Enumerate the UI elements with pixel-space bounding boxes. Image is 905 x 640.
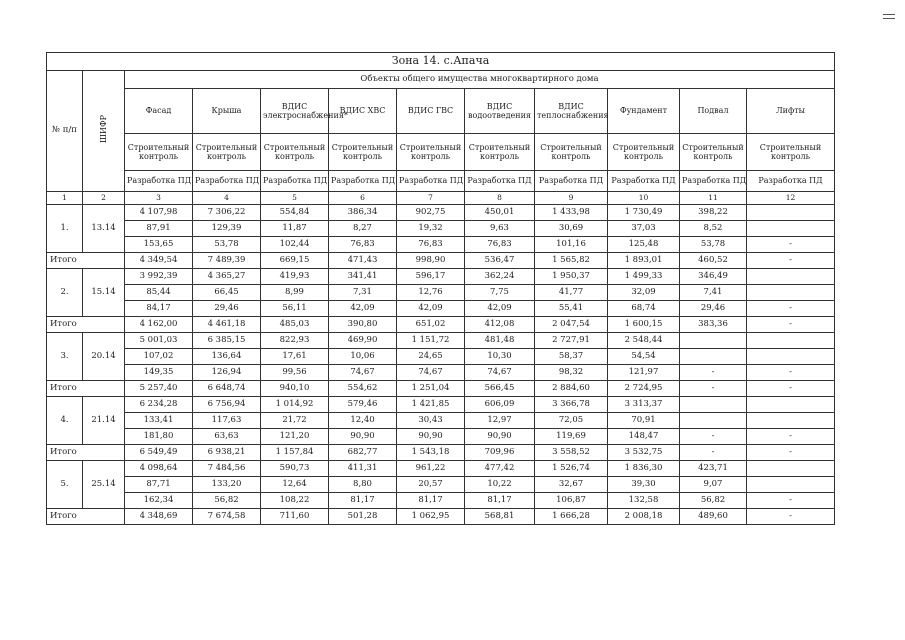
total-cell: 4 348,69 <box>125 509 193 525</box>
total-cell: 489,60 <box>680 509 747 525</box>
value-cell: 386,34 <box>329 205 397 221</box>
razrab-pd-cell: Разработка ПД <box>125 171 193 192</box>
value-cell: 12,97 <box>465 413 535 429</box>
total-cell: 460,52 <box>680 253 747 269</box>
value-cell: 10,22 <box>465 477 535 493</box>
razrab-pd-cell: Разработка ПД <box>193 171 261 192</box>
row-num: 3. <box>47 333 83 381</box>
value-cell: 53,78 <box>680 237 747 253</box>
row-code: 15.14 <box>83 269 125 317</box>
table-row <box>47 461 835 477</box>
value-cell: 53,78 <box>193 237 261 253</box>
value-cell: 72,05 <box>535 413 608 429</box>
value-cell: 37,03 <box>608 221 680 237</box>
row-code: 20.14 <box>83 333 125 381</box>
value-cell: 133,41 <box>125 413 193 429</box>
value-cell: 12,64 <box>261 477 329 493</box>
value-cell: 1 950,37 <box>535 269 608 285</box>
razrab-pd-cell: Разработка ПД <box>329 171 397 192</box>
total-cell: 4 162,00 <box>125 317 193 333</box>
value-cell: 10,06 <box>329 349 397 365</box>
value-cell: 81,17 <box>397 493 465 509</box>
value-cell: 76,83 <box>329 237 397 253</box>
value-cell <box>747 477 835 493</box>
value-cell: 21,72 <box>261 413 329 429</box>
value-cell <box>747 461 835 477</box>
value-cell: 90,90 <box>329 429 397 445</box>
value-cell: 7 484,56 <box>193 461 261 477</box>
value-cell: 81,17 <box>329 493 397 509</box>
value-cell: 4 365,27 <box>193 269 261 285</box>
value-cell: 153,65 <box>125 237 193 253</box>
value-cell: 11,87 <box>261 221 329 237</box>
total-cell: - <box>747 445 835 461</box>
value-cell: 1 151,72 <box>397 333 465 349</box>
value-cell: 58,37 <box>535 349 608 365</box>
column-header: ВДИС электроснабжения* <box>261 89 329 134</box>
value-cell: 341,41 <box>329 269 397 285</box>
total-cell: 1 600,15 <box>608 317 680 333</box>
value-cell: 42,09 <box>329 301 397 317</box>
value-cell: 56,11 <box>261 301 329 317</box>
value-cell: 9,07 <box>680 477 747 493</box>
value-cell: 6 756,94 <box>193 397 261 413</box>
total-cell: - <box>747 253 835 269</box>
column-header: Фасад <box>125 89 193 134</box>
value-cell: 24,65 <box>397 349 465 365</box>
value-cell: 149,35 <box>125 365 193 381</box>
value-cell: 30,69 <box>535 221 608 237</box>
value-cell: 126,94 <box>193 365 261 381</box>
value-cell: 902,75 <box>397 205 465 221</box>
razrab-pd-cell: Разработка ПД <box>747 171 835 192</box>
value-cell: 121,20 <box>261 429 329 445</box>
value-cell: 4 098,64 <box>125 461 193 477</box>
value-cell: 99,56 <box>261 365 329 381</box>
value-cell <box>747 413 835 429</box>
value-cell: 3 313,37 <box>608 397 680 413</box>
value-cell: 68,74 <box>608 301 680 317</box>
total-cell: 390,80 <box>329 317 397 333</box>
value-cell <box>680 397 747 413</box>
header-num: № п/п <box>47 71 83 192</box>
value-cell: 606,09 <box>465 397 535 413</box>
total-row <box>47 253 835 269</box>
total-label: Итого <box>47 509 125 525</box>
total-cell: - <box>747 509 835 525</box>
total-cell: 1 251,04 <box>397 381 465 397</box>
total-cell: 412,08 <box>465 317 535 333</box>
value-cell: - <box>747 429 835 445</box>
value-cell: 136,64 <box>193 349 261 365</box>
value-cell: 1 836,30 <box>608 461 680 477</box>
total-row <box>47 317 835 333</box>
value-cell: 87,91 <box>125 221 193 237</box>
table-row <box>47 237 835 253</box>
value-cell: 9,63 <box>465 221 535 237</box>
value-cell: 30,43 <box>397 413 465 429</box>
total-cell: 485,03 <box>261 317 329 333</box>
column-number: 2 <box>83 192 125 205</box>
column-number: 9 <box>535 192 608 205</box>
column-header: ВДИС ХВС <box>329 89 397 134</box>
total-cell: 4 461,18 <box>193 317 261 333</box>
value-cell: 74,67 <box>465 365 535 381</box>
value-cell: 41,77 <box>535 285 608 301</box>
total-cell: 383,36 <box>680 317 747 333</box>
total-cell: - <box>747 381 835 397</box>
row-code: 21.14 <box>83 397 125 445</box>
total-label: Итого <box>47 381 125 397</box>
value-cell: 66,45 <box>193 285 261 301</box>
value-cell: 70,91 <box>608 413 680 429</box>
total-cell: 501,28 <box>329 509 397 525</box>
value-cell: 12,76 <box>397 285 465 301</box>
value-cell: 596,17 <box>397 269 465 285</box>
value-cell: 98,32 <box>535 365 608 381</box>
value-cell <box>747 205 835 221</box>
value-cell: 8,27 <box>329 221 397 237</box>
value-cell <box>747 333 835 349</box>
column-number: 10 <box>608 192 680 205</box>
table-row <box>47 477 835 493</box>
value-cell: 3 992,39 <box>125 269 193 285</box>
value-cell <box>747 397 835 413</box>
column-header: ВДИС ГВС <box>397 89 465 134</box>
value-cell: 84,17 <box>125 301 193 317</box>
total-cell: 1 565,82 <box>535 253 608 269</box>
total-cell: 1 893,01 <box>608 253 680 269</box>
total-cell: 7 489,39 <box>193 253 261 269</box>
total-cell: 536,47 <box>465 253 535 269</box>
total-cell: 471,43 <box>329 253 397 269</box>
value-cell: 1 499,33 <box>608 269 680 285</box>
value-cell: - <box>747 365 835 381</box>
table-row <box>47 269 835 285</box>
table-row <box>47 333 835 349</box>
value-cell: 6 385,15 <box>193 333 261 349</box>
total-cell: 2 008,18 <box>608 509 680 525</box>
value-cell: 4 107,98 <box>125 205 193 221</box>
value-cell: 56,82 <box>680 493 747 509</box>
value-cell: 398,22 <box>680 205 747 221</box>
value-cell <box>680 413 747 429</box>
value-cell: 7,41 <box>680 285 747 301</box>
value-cell: 108,22 <box>261 493 329 509</box>
value-cell: 55,41 <box>535 301 608 317</box>
total-cell: 669,15 <box>261 253 329 269</box>
value-cell: 121,97 <box>608 365 680 381</box>
column-number: 4 <box>193 192 261 205</box>
value-cell: - <box>747 237 835 253</box>
value-cell: 6 234,28 <box>125 397 193 413</box>
column-header: Фундамент <box>608 89 680 134</box>
total-label: Итого <box>47 317 125 333</box>
value-cell: 102,44 <box>261 237 329 253</box>
total-cell: 709,96 <box>465 445 535 461</box>
value-cell: 74,67 <box>329 365 397 381</box>
total-cell: 3 558,52 <box>535 445 608 461</box>
value-cell: 76,83 <box>397 237 465 253</box>
value-cell: 7,75 <box>465 285 535 301</box>
value-cell: 81,17 <box>465 493 535 509</box>
stroi-kontrol-cell: Строительный контроль <box>465 134 535 171</box>
column-number: 6 <box>329 192 397 205</box>
value-cell: 107,02 <box>125 349 193 365</box>
document-page <box>46 52 834 525</box>
value-cell: 76,83 <box>465 237 535 253</box>
value-cell: 63,63 <box>193 429 261 445</box>
total-cell: 2 047,54 <box>535 317 608 333</box>
value-cell: 2 548,44 <box>608 333 680 349</box>
column-header: Крыша <box>193 89 261 134</box>
value-cell: 29,46 <box>680 301 747 317</box>
value-cell: 148,47 <box>608 429 680 445</box>
stroi-kontrol-cell: Строительный контроль <box>397 134 465 171</box>
stroi-kontrol-cell: Строительный контроль <box>535 134 608 171</box>
value-cell: 961,22 <box>397 461 465 477</box>
value-cell: 590,73 <box>261 461 329 477</box>
value-cell <box>680 333 747 349</box>
row-code: 25.14 <box>83 461 125 509</box>
total-cell: 998,90 <box>397 253 465 269</box>
value-cell: 119,69 <box>535 429 608 445</box>
razrab-pd-cell: Разработка ПД <box>261 171 329 192</box>
value-cell: 7,31 <box>329 285 397 301</box>
column-header: Подвал <box>680 89 747 134</box>
stroi-kontrol-cell: Строительный контроль <box>125 134 193 171</box>
column-number: 12 <box>747 192 835 205</box>
value-cell: - <box>747 493 835 509</box>
header-shifr: ШИФР <box>83 71 125 192</box>
value-cell <box>747 285 835 301</box>
table-row <box>47 205 835 221</box>
total-row <box>47 509 835 525</box>
razrab-pd-cell: Разработка ПД <box>608 171 680 192</box>
total-cell: 554,62 <box>329 381 397 397</box>
value-cell: 1 421,85 <box>397 397 465 413</box>
value-cell <box>747 349 835 365</box>
value-cell: 32,67 <box>535 477 608 493</box>
column-number: 1 <box>47 192 83 205</box>
stroi-kontrol-cell: Строительный контроль <box>608 134 680 171</box>
total-cell: 4 349,54 <box>125 253 193 269</box>
table-row <box>47 365 835 381</box>
value-cell: 10,30 <box>465 349 535 365</box>
total-cell: 682,77 <box>329 445 397 461</box>
value-cell: 2 727,91 <box>535 333 608 349</box>
total-label: Итого <box>47 445 125 461</box>
value-cell: 129,39 <box>193 221 261 237</box>
total-cell: 3 532,75 <box>608 445 680 461</box>
header-objects: Объекты общего имущества многоквартирного дома <box>125 71 835 89</box>
stroi-kontrol-cell: Строительный контроль <box>680 134 747 171</box>
value-cell: 90,90 <box>465 429 535 445</box>
razrab-pd-cell: Разработка ПД <box>465 171 535 192</box>
value-cell: 54,54 <box>608 349 680 365</box>
total-cell: 940,10 <box>261 381 329 397</box>
value-cell: 12,40 <box>329 413 397 429</box>
table-row <box>47 429 835 445</box>
razrab-pd-cell: Разработка ПД <box>535 171 608 192</box>
total-cell: 2 724,95 <box>608 381 680 397</box>
row-num: 5. <box>47 461 83 509</box>
total-cell: 6 549,49 <box>125 445 193 461</box>
value-cell: 554,84 <box>261 205 329 221</box>
total-cell: 1 543,18 <box>397 445 465 461</box>
value-cell <box>747 269 835 285</box>
value-cell: 362,24 <box>465 269 535 285</box>
value-cell: 477,42 <box>465 461 535 477</box>
value-cell: 56,82 <box>193 493 261 509</box>
column-number: 3 <box>125 192 193 205</box>
total-cell: 1 157,84 <box>261 445 329 461</box>
total-cell: 651,02 <box>397 317 465 333</box>
table-row <box>47 397 835 413</box>
column-number: 7 <box>397 192 465 205</box>
total-cell: - <box>747 317 835 333</box>
value-cell: 17,61 <box>261 349 329 365</box>
total-cell: 5 257,40 <box>125 381 193 397</box>
value-cell: 1 014,92 <box>261 397 329 413</box>
total-cell: 6 648,74 <box>193 381 261 397</box>
value-cell <box>747 221 835 237</box>
column-number: 11 <box>680 192 747 205</box>
total-cell: 566,45 <box>465 381 535 397</box>
total-cell: 7 674,58 <box>193 509 261 525</box>
value-cell: 1 526,74 <box>535 461 608 477</box>
value-cell: 419,93 <box>261 269 329 285</box>
value-cell: 39,30 <box>608 477 680 493</box>
total-cell: 568,81 <box>465 509 535 525</box>
row-code: 13.14 <box>83 205 125 253</box>
total-cell: 2 884,60 <box>535 381 608 397</box>
stroi-kontrol-cell: Строительный контроль <box>193 134 261 171</box>
total-cell: - <box>680 381 747 397</box>
value-cell: 101,16 <box>535 237 608 253</box>
value-cell: 162,34 <box>125 493 193 509</box>
column-header: ВДИС водоотведения <box>465 89 535 134</box>
value-cell: 125,48 <box>608 237 680 253</box>
table-row <box>47 349 835 365</box>
value-cell: 20,57 <box>397 477 465 493</box>
total-label: Итого <box>47 253 125 269</box>
razrab-pd-cell: Разработка ПД <box>397 171 465 192</box>
value-cell: 346,49 <box>680 269 747 285</box>
cost-table <box>46 52 835 525</box>
value-cell: 181,80 <box>125 429 193 445</box>
value-cell: 19,32 <box>397 221 465 237</box>
value-cell: 450,01 <box>465 205 535 221</box>
value-cell: 3 366,78 <box>535 397 608 413</box>
total-cell: 711,60 <box>261 509 329 525</box>
value-cell: 132,58 <box>608 493 680 509</box>
value-cell: 42,09 <box>397 301 465 317</box>
value-cell: 42,09 <box>465 301 535 317</box>
row-num: 4. <box>47 397 83 445</box>
value-cell: 1 433,98 <box>535 205 608 221</box>
value-cell: 469,90 <box>329 333 397 349</box>
table-title: Зона 14. с.Апача <box>47 53 835 71</box>
total-cell: 1 062,95 <box>397 509 465 525</box>
total-row <box>47 445 835 461</box>
value-cell: 7 306,22 <box>193 205 261 221</box>
corner-mark <box>883 14 895 24</box>
table-row <box>47 221 835 237</box>
row-num: 1. <box>47 205 83 253</box>
value-cell: 90,90 <box>397 429 465 445</box>
table-row <box>47 301 835 317</box>
value-cell: 117,63 <box>193 413 261 429</box>
table-row <box>47 413 835 429</box>
value-cell: 5 001,03 <box>125 333 193 349</box>
value-cell: - <box>680 429 747 445</box>
value-cell: 822,93 <box>261 333 329 349</box>
stroi-kontrol-cell: Строительный контроль <box>261 134 329 171</box>
value-cell: 87,71 <box>125 477 193 493</box>
column-header: Лифты <box>747 89 835 134</box>
row-num: 2. <box>47 269 83 317</box>
value-cell: - <box>747 301 835 317</box>
value-cell: 1 730,49 <box>608 205 680 221</box>
total-cell: - <box>680 445 747 461</box>
value-cell <box>680 349 747 365</box>
value-cell: 423,71 <box>680 461 747 477</box>
stroi-kontrol-cell: Строительный контроль <box>747 134 835 171</box>
stroi-kontrol-cell: Строительный контроль <box>329 134 397 171</box>
value-cell: 133,20 <box>193 477 261 493</box>
value-cell: 29,46 <box>193 301 261 317</box>
value-cell: 481,48 <box>465 333 535 349</box>
value-cell: 85,44 <box>125 285 193 301</box>
value-cell: 8,80 <box>329 477 397 493</box>
total-row <box>47 381 835 397</box>
column-header: ВДИС теплоснабжения <box>535 89 608 134</box>
value-cell: 74,67 <box>397 365 465 381</box>
razrab-pd-cell: Разработка ПД <box>680 171 747 192</box>
table-row <box>47 285 835 301</box>
total-cell: 6 938,21 <box>193 445 261 461</box>
table-row <box>47 493 835 509</box>
value-cell: 32,09 <box>608 285 680 301</box>
value-cell: 106,87 <box>535 493 608 509</box>
value-cell: 579,46 <box>329 397 397 413</box>
value-cell: 411,31 <box>329 461 397 477</box>
total-cell: 1 666,28 <box>535 509 608 525</box>
value-cell: 8,52 <box>680 221 747 237</box>
value-cell: 8,99 <box>261 285 329 301</box>
value-cell: - <box>680 365 747 381</box>
column-number: 5 <box>261 192 329 205</box>
column-number: 8 <box>465 192 535 205</box>
